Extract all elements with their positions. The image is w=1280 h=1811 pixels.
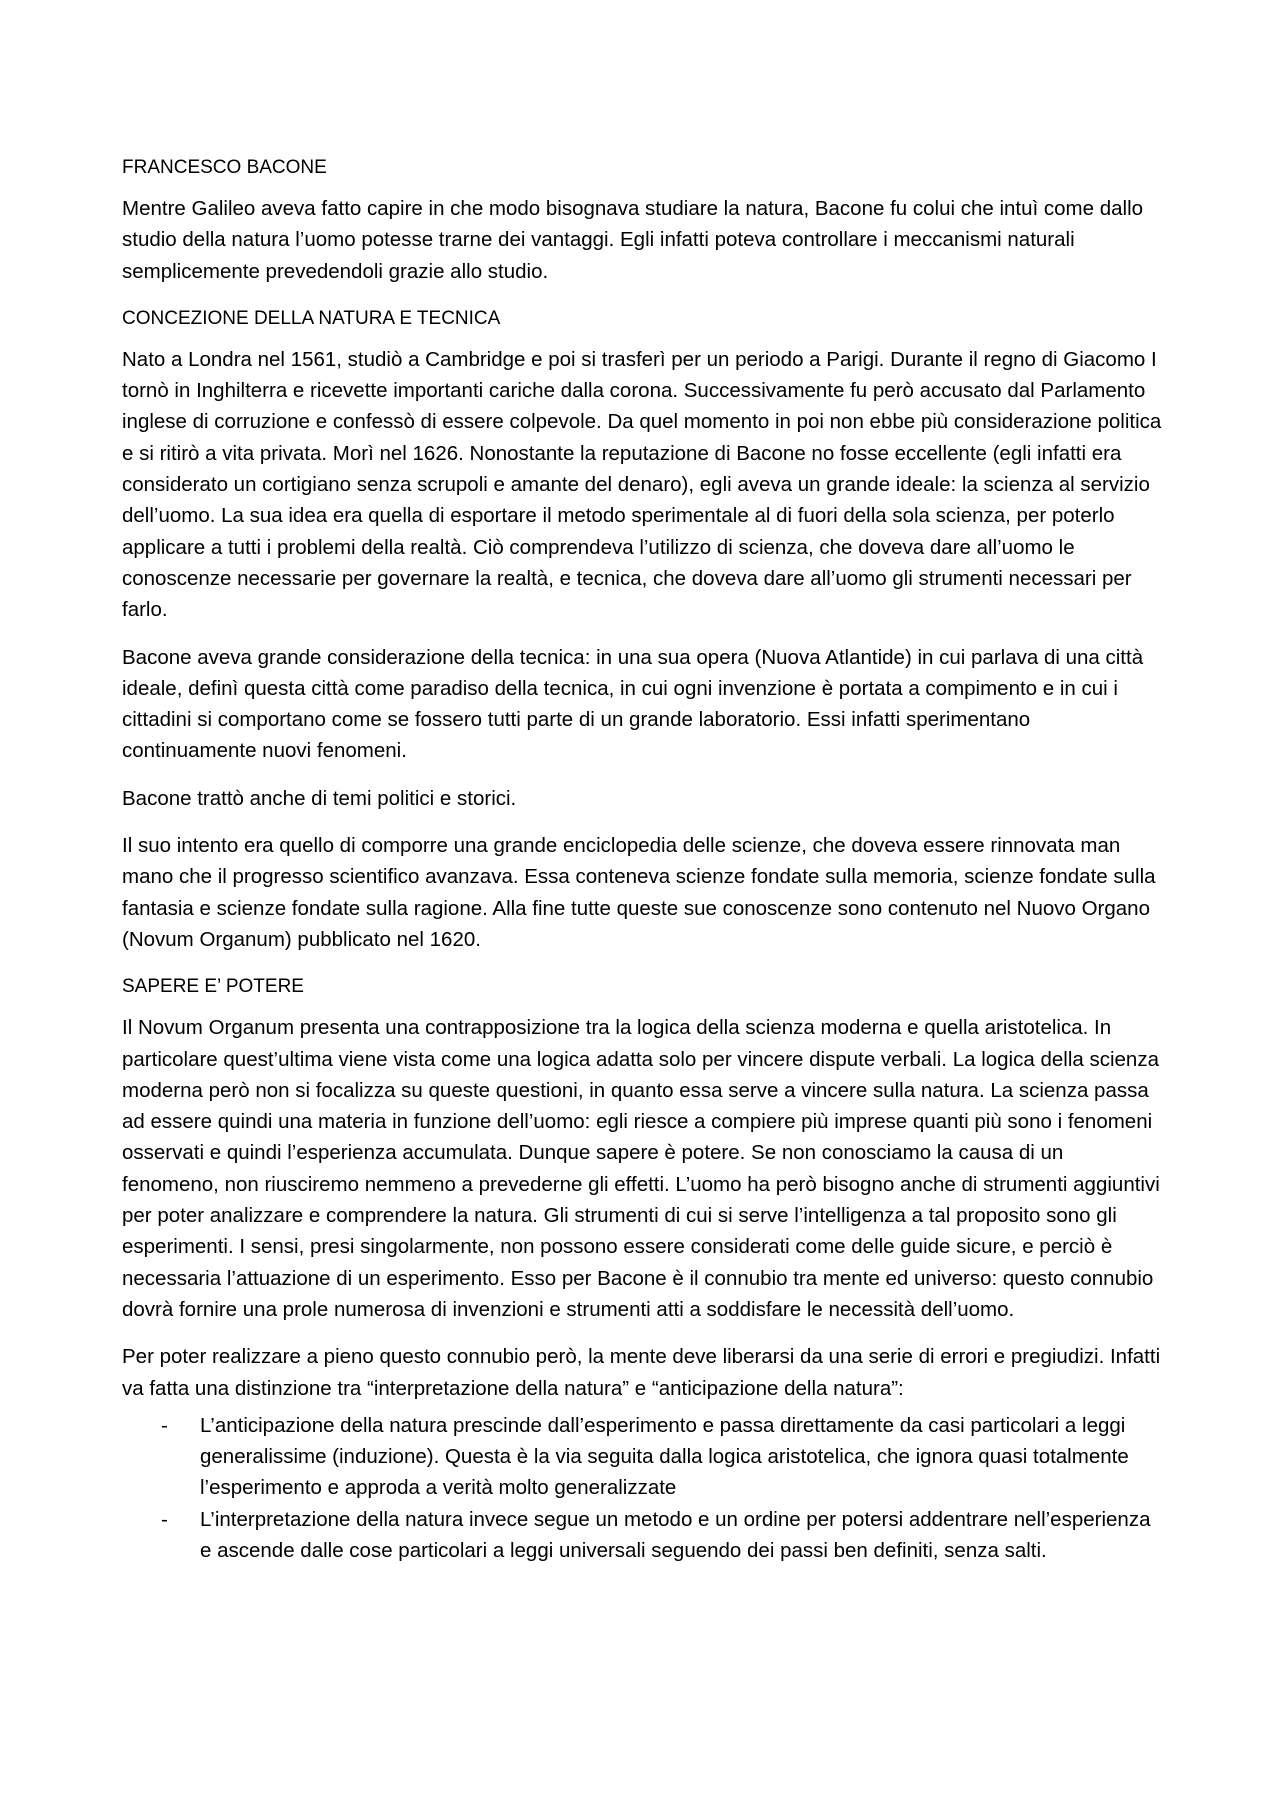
paragraph-biografia: Nato a Londra nel 1561, studiò a Cambridge e poi si trasferì per un periodo a Parigi. Durante il regno di Giacomo I tornò in Inghilterra e ricevette importanti cariche dalla corona. Successivamente fu però accusato dal Parlamento inglese di corruzione e confessò di essere colpevole. Da quel momento in poi non ebbe più considerazione politica e si ritirò a vita privata. Morì nel 1626. Nonostante la reputazione di Bacone no fosse eccellente (egli infatti era considerato un cortigiano senza scrupoli e amante del denaro), egli aveva un grande ideale: la scienza al servizio dell’uomo. La sua idea era quella di esportare il metodo sperimentale al di fuori della sola scienza, per poterlo applicare a tutti i problemi della realtà. Ciò comprendeva l’utilizzo di scienza, che doveva dare all’uomo le conoscenze necessarie per governare la realtà, e tecnica, che doveva dare all’uomo gli strumenti necessari per farlo.: [122, 347, 1162, 622]
intro-paragraph: Mentre Galileo aveva fatto capire in che modo bisognava studiare la natura, Bacone fu colui che intuì come dallo studio della natura l’uomo potesse trarne dei vantaggi. Egli infatti poteva controllare i meccanismi naturali semplicemente prevedendoli grazie allo studio.: [122, 197, 1144, 283]
paragraph-enciclopedia: Il suo intento era quello di comporre una grande enciclopedia delle scienze, che doveva essere rinnovata man mano che il progresso scientifico avanzava. Essa conteneva scienze fondate sulla memoria, scienze fondate sulla fantasia e scienze fondate sulla ragione. Alla fine tutte queste sue conoscenze sono contenuto nel Nuovo Organo (Novum Organum) pubblicato nel 1620.: [122, 834, 1156, 951]
section-heading-sapere-potere: SAPERE E’ POTERE: [122, 976, 304, 998]
paragraph-temi-politici: Bacone trattò anche di temi politici e storici.: [122, 786, 517, 810]
list-item: [122, 1504, 1164, 1567]
list-item-text: L’anticipazione della natura prescinde dall’esperimento e passa direttamente da casi particolari a leggi generalissime (induzione). Questa è la via seguita dalla logica aristotelica, che ignora quasi totalmente l’esperimento e approda a verità molto generalizzate: [200, 1413, 1129, 1500]
list-item-text: L’interpretazione della natura invece segue un metodo e un ordine per potersi addentrare nell’esperienza e ascende dalle cose particolari a leggi universali seguendo dei passi ben definiti, senza salti.: [200, 1507, 1151, 1562]
paragraph-novum-organum: Il Novum Organum presenta una contrapposizione tra la logica della scienza moderna e quella aristotelica. In particolare quest’ultima viene vista come una logica adatta solo per vincere dispute verbali. La logica della scienza moderna però non si focalizza su queste questioni, in quanto essa serve a vincere sulla natura. La scienza passa ad essere quindi una materia in funzione dell’uomo: egli riesce a compiere più imprese quanti più sono i fenomeni osservati e quindi l’esperienza accumulata. Dunque sapere è potere. Se non conosciamo la causa di un fenomeno, non riusciremo nemmeno a prevederne gli effetti. L’uomo ha però bisogno anche di strumenti aggiuntivi per poter analizzare e comprendere la natura. Gli strumenti di cui si serve l’intelligenza a tal proposito sono gli esperimenti. I sensi, presi singolarmente, non possono essere considerati come delle guide sicure, e perciò è necessaria l’attuazione di un esperimento. Esso per Bacone è il connubio tra mente ed universo: questo connubio dovrà fornire una prole numerosa di invenzioni e strumenti atti a soddisfare le necessità dell’uomo.: [122, 1016, 1160, 1321]
list-bullet: -: [161, 1507, 168, 1531]
paragraph-distinzione: Per poter realizzare a pieno questo connubio però, la mente deve liberarsi da una serie di errori e pregiudizi. Infatti va fatta una distinzione tra “interpretazione della natura” e “anticipazione della natura”:: [122, 1345, 1161, 1400]
section-heading-natura-tecnica: CONCEZIONE DELLA NATURA E TECNICA: [122, 307, 501, 329]
document-title: FRANCESCO BACONE: [122, 157, 327, 178]
list-item: [122, 1410, 1164, 1504]
list-bullet: -: [161, 1413, 168, 1437]
distinction-list: [122, 1410, 1164, 1566]
paragraph-nuova-atlantide: Bacone aveva grande considerazione della tecnica: in una sua opera (Nuova Atlantide) in cui parlava di una città ideale, definì questa città come paradiso della tecnica, in cui ogni invenzione è portata a compimento e in cui i cittadini si comportano come se fossero tutti parte di un grande laboratorio. Essi infatti sperimentano continuamente nuovi fenomeni.: [122, 645, 1144, 763]
